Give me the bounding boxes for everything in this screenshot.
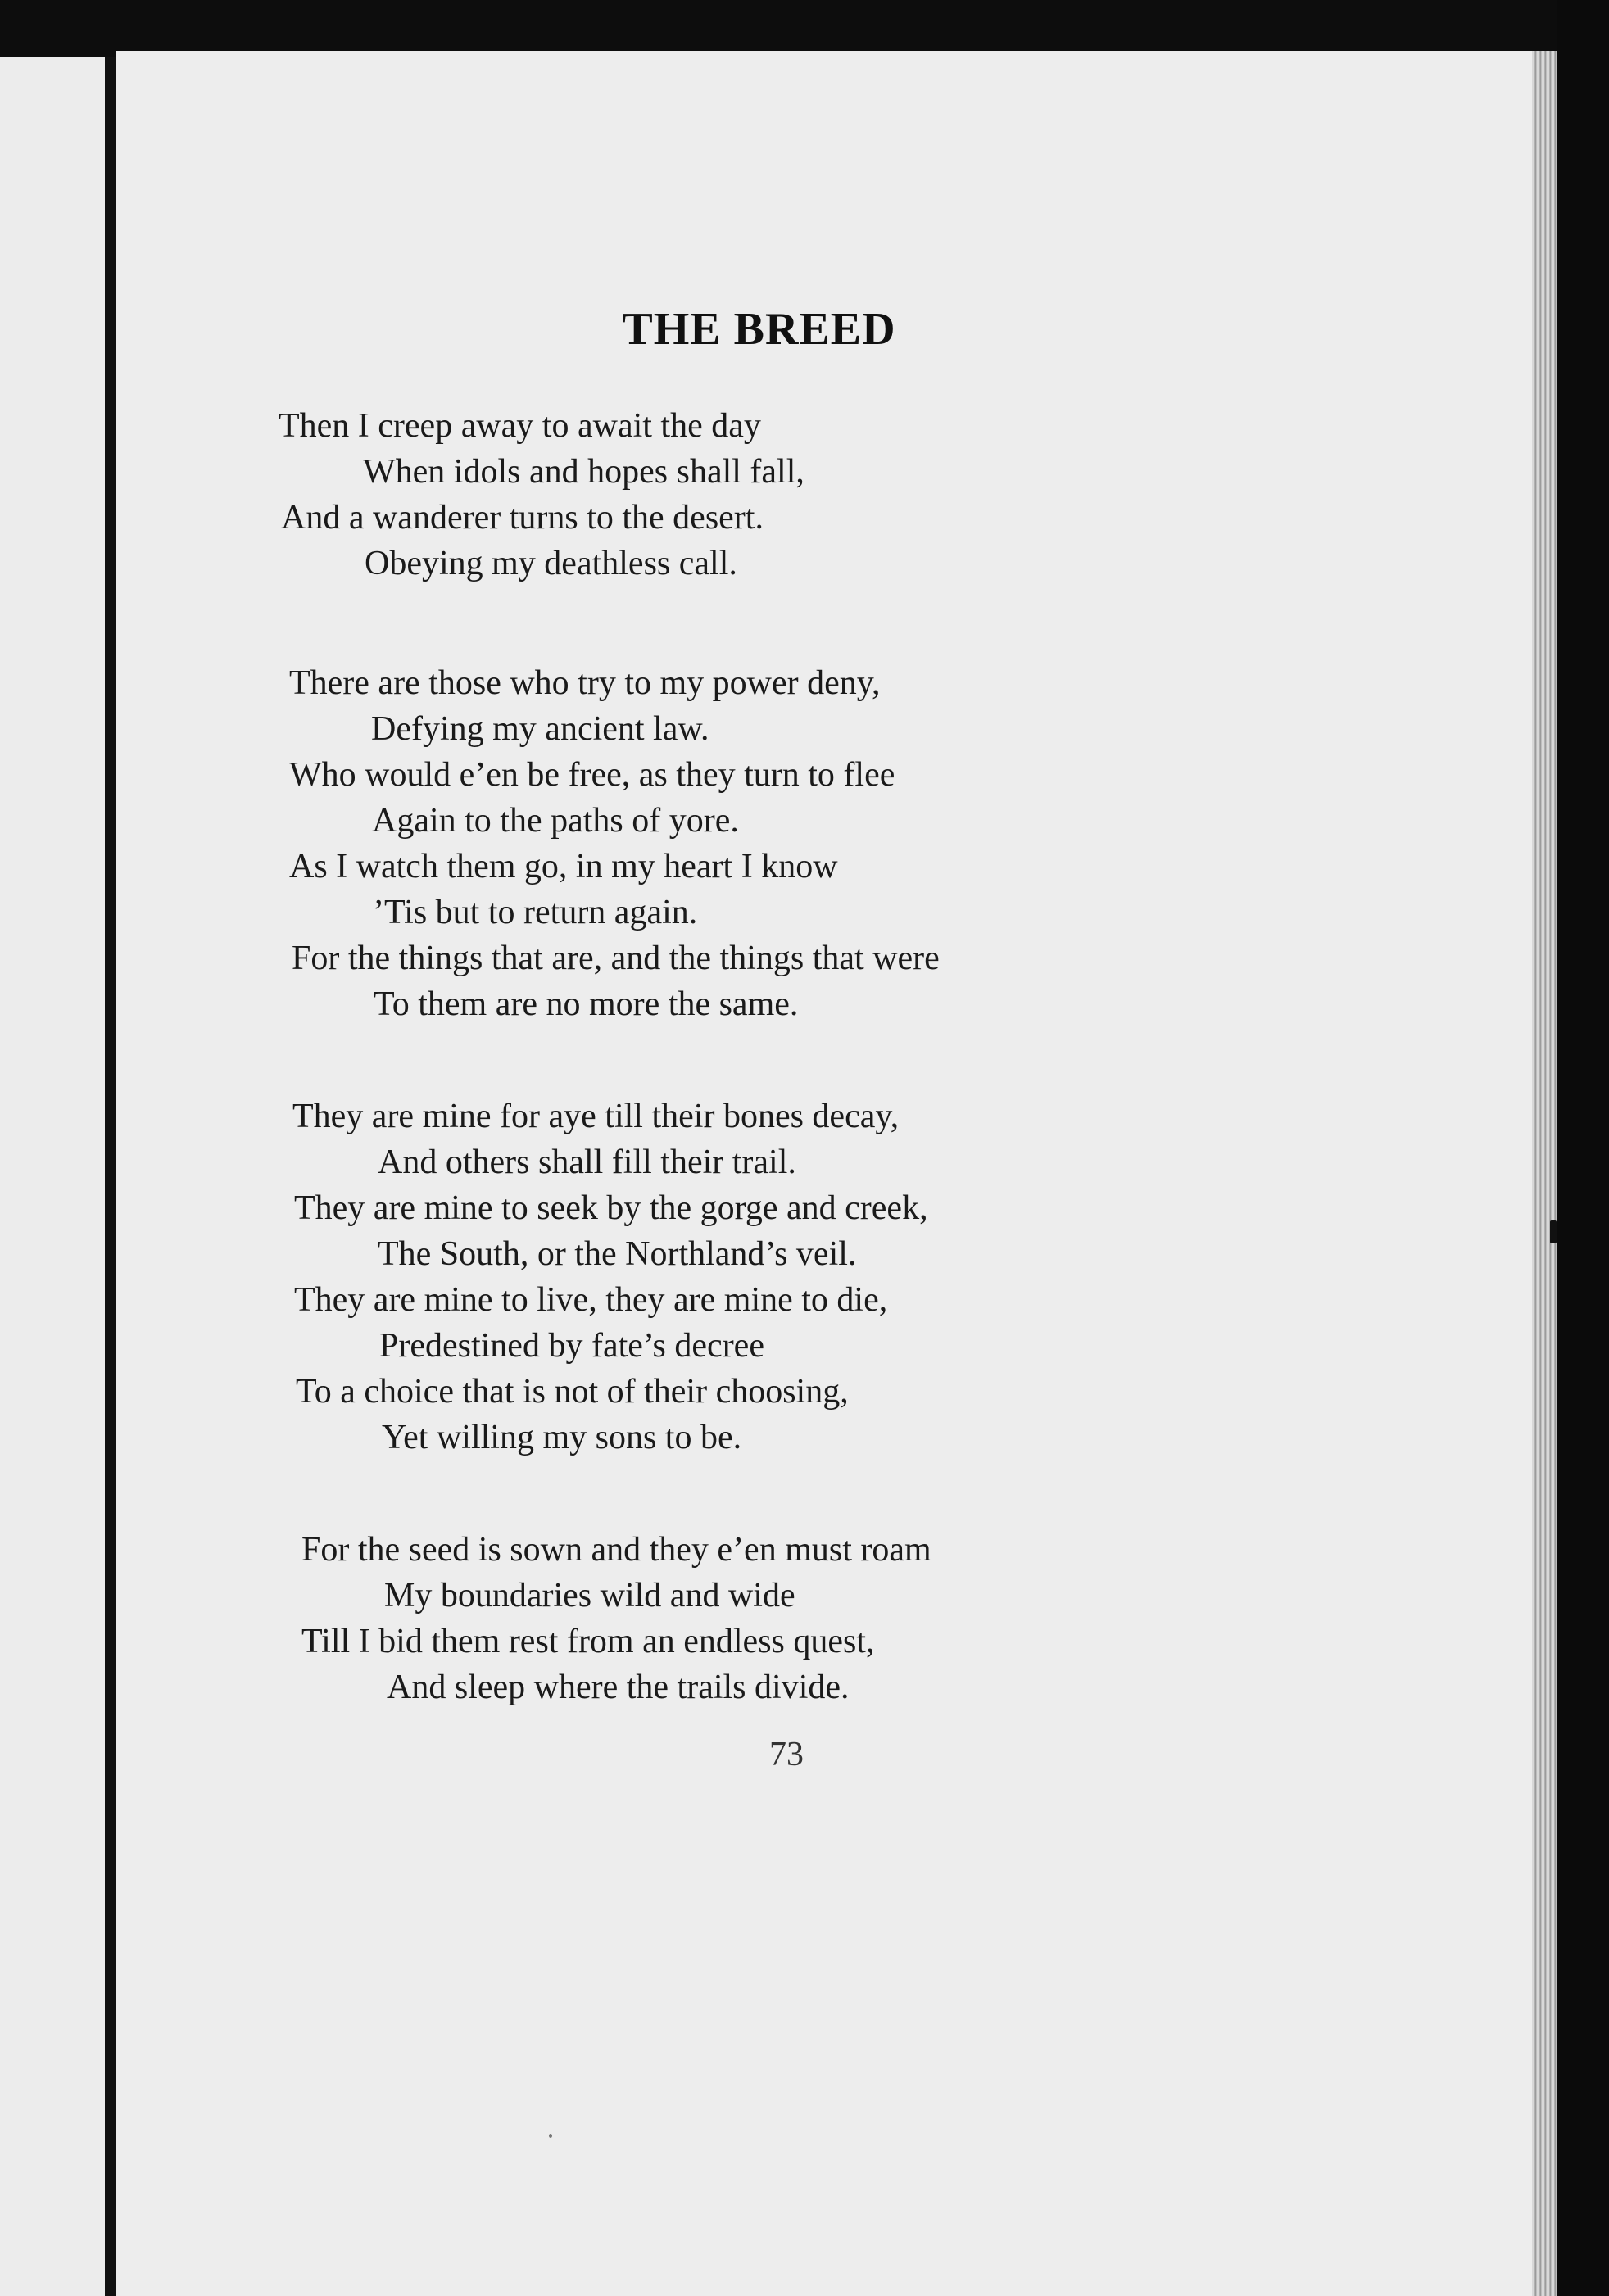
paper-speck [549, 2134, 552, 2138]
poem-line: Defying my ancient law. [371, 710, 709, 748]
poem-line: They are mine for aye till their bones decay, [292, 1098, 900, 1135]
poem-line: They are mine to seek by the gorge and creek, [294, 1189, 928, 1227]
poem-line: Till I bid them rest from an endless quest, [301, 1623, 875, 1660]
poem-line: They are mine to live, they are mine to die, [294, 1281, 888, 1319]
poem-line: Again to the paths of yore. [372, 802, 739, 840]
scan-right-border [1557, 0, 1609, 2296]
poem-line: And sleep where the trails divide. [387, 1669, 850, 1706]
poem-line: For the things that are, and the things that were [292, 940, 940, 977]
poem-line: And a wanderer turns to the desert. [281, 499, 764, 537]
poem-line: When idols and hopes shall fall, [363, 453, 804, 491]
poem-line: Then I creep away to await the day [279, 407, 761, 445]
page-number: 73 [769, 1736, 804, 1773]
poem-line: There are those who try to my power deny, [289, 664, 881, 702]
poem-line: For the seed is sown and they e’en must roam [301, 1531, 931, 1569]
poem-line: The South, or the Northland’s veil. [378, 1235, 857, 1273]
book-page [116, 51, 1547, 2296]
poem-line: Obeying my deathless call. [365, 545, 737, 582]
poem-line: To a choice that is not of their choosing, [296, 1373, 849, 1411]
poem-line: Predestined by fate’s decree [379, 1327, 764, 1365]
poem-line: Who would e’en be free, as they turn to flee [289, 756, 895, 794]
gutter-shadow [105, 57, 116, 2296]
poem-line: And others shall fill their trail. [378, 1143, 796, 1181]
poem-line: As I watch them go, in my heart I know [289, 848, 838, 885]
poem-line: Yet willing my sons to be. [382, 1419, 742, 1456]
poem-title: THE BREED [622, 304, 896, 355]
page-stack-edge [1532, 51, 1557, 2296]
poem-line: To them are no more the same. [374, 985, 799, 1023]
edge-mark [1550, 1220, 1557, 1243]
poem-line: ’Tis but to return again. [373, 894, 698, 931]
poem-line: My boundaries wild and wide [384, 1577, 795, 1614]
facing-page-edge [0, 57, 105, 2296]
scan-top-border [0, 0, 1609, 57]
